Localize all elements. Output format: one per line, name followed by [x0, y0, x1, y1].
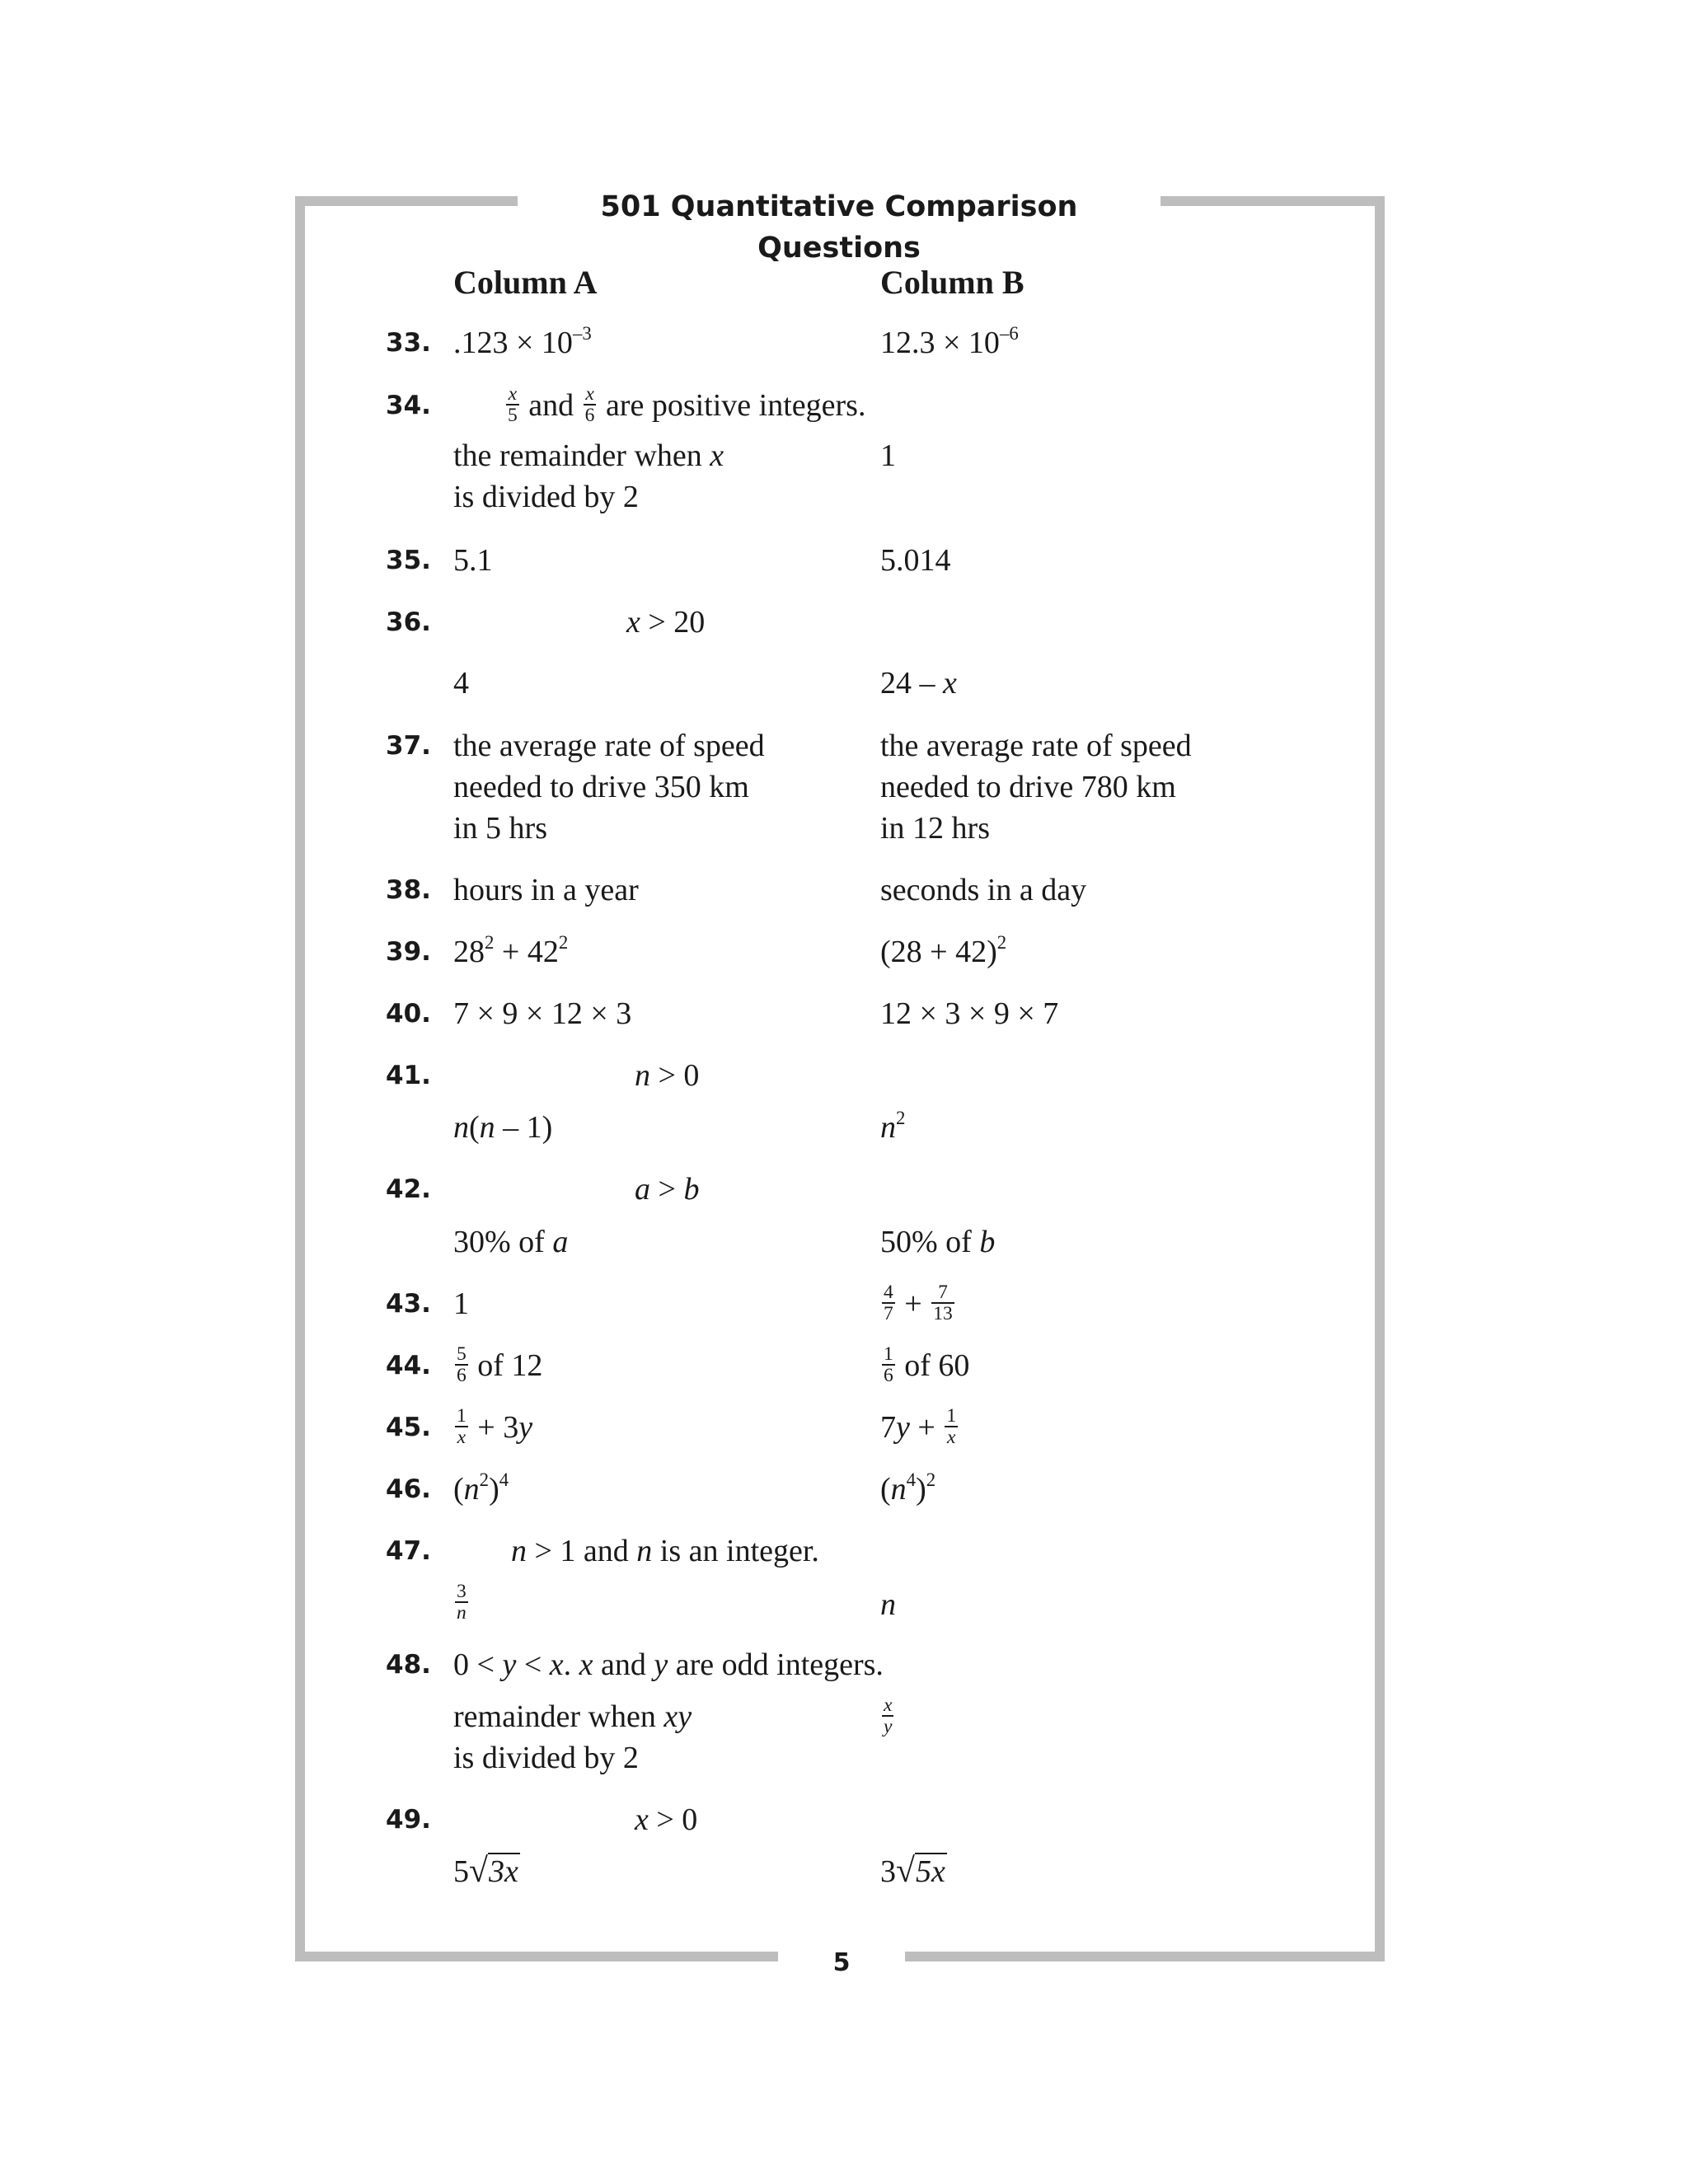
- q34-column-b: 1: [880, 438, 896, 473]
- question-number-37: 37.: [386, 731, 431, 761]
- question-number-35: 35.: [386, 546, 431, 575]
- q49-column-a: 5√3x: [453, 1850, 520, 1892]
- question-number-41: 41.: [386, 1061, 431, 1090]
- question-number-40: 40.: [386, 999, 431, 1029]
- q43-column-b: $\frac{4}{7}$ + $\frac{7}{13}$: [884, 1281, 953, 1325]
- q41-column-a: n(n – 1): [453, 1110, 553, 1145]
- question-number-36: 36.: [386, 607, 431, 637]
- question-number-43: 43.: [386, 1289, 431, 1319]
- q44-column-b: $\frac{1}{6}$ of 60: [884, 1343, 970, 1387]
- q38-column-b: seconds in a day: [880, 873, 1087, 907]
- question-number-48: 48.: [386, 1650, 431, 1680]
- question-number-46: 46.: [386, 1474, 431, 1504]
- page-number: 5: [832, 1948, 851, 1977]
- question-number-33: 33.: [386, 328, 431, 358]
- fraction-3-over-n: $\frac{3}{n}$: [457, 1580, 467, 1624]
- frame-bottom-border-left: [295, 1952, 778, 1961]
- fraction-1-over-6: $\frac{1}{6}$: [884, 1343, 893, 1387]
- q41-condition: n > 0: [635, 1058, 700, 1093]
- fraction-x-over-5: $\frac{x}{5}$: [508, 382, 518, 427]
- q47-column-a: [453, 1582, 470, 1627]
- q46-column-b: $(n^4)^2$: [880, 1469, 936, 1507]
- running-head-title: 501 Quantitative Comparison Questions: [600, 190, 1078, 265]
- q43-column-a: 1: [453, 1286, 469, 1321]
- q37-column-b-line1: the average rate of speed: [880, 729, 1192, 763]
- q39-column-a: $28^2 + 42^2$: [453, 932, 569, 969]
- q42-column-b: 50% of b: [880, 1225, 996, 1259]
- q38-column-a: hours in a year: [453, 873, 639, 907]
- q40-column-b: 12 × 3 × 9 × 7: [880, 996, 1059, 1031]
- q46-column-a: $(n^2)^4$: [453, 1469, 509, 1507]
- q37-column-b-line2: needed to drive 780 km: [880, 770, 1176, 804]
- question-number-38: 38.: [386, 875, 431, 905]
- question-number-45: 45.: [386, 1413, 431, 1442]
- question-number-44: 44.: [386, 1351, 431, 1380]
- frame-left-border: [295, 196, 305, 1961]
- q48-condition: 0 < y < x. x and y are odd integers.: [453, 1647, 884, 1682]
- q33-column-a: $.123 \times 10^{-3}$: [453, 323, 592, 360]
- q34-condition: $\frac{x}{5}$ and $\frac{x}{6}$ are positive integers.: [508, 382, 866, 427]
- question-number-42: 42.: [386, 1174, 431, 1204]
- q48-column-a-line2: is divided by 2: [453, 1741, 639, 1775]
- q37-column-a-line2: needed to drive 350 km: [453, 770, 749, 804]
- square-root-symbol: √5x: [896, 1852, 945, 1890]
- q37-column-b-line3: in 12 hrs: [880, 811, 990, 846]
- fraction-1-over-x: $\frac{1}{x}$: [946, 1404, 957, 1449]
- fraction-7-over-13: $\frac{7}{13}$: [933, 1281, 953, 1325]
- q48-column-a-line1: remainder when xy: [453, 1699, 692, 1734]
- q37-column-a-line3: in 5 hrs: [453, 811, 547, 846]
- q42-condition: a > b: [635, 1172, 700, 1207]
- frame-right-border: [1375, 196, 1385, 1961]
- fraction-1-over-x: $\frac{1}{x}$: [457, 1404, 467, 1449]
- q34-column-a-line1: the remainder when x: [453, 438, 724, 473]
- fraction-x-over-6: $\frac{x}{6}$: [584, 382, 595, 427]
- frame-top-border-right: [1160, 196, 1385, 206]
- q36-condition: x > 20: [626, 605, 706, 640]
- q33-column-b: $12.3 \times 10^{-6}$: [880, 323, 1019, 360]
- question-number-39: 39.: [386, 937, 431, 967]
- square-root-symbol: √3x: [469, 1852, 518, 1890]
- fraction-x-over-y: $\frac{x}{y}$: [884, 1694, 893, 1738]
- q42-column-a: 30% of a: [453, 1225, 569, 1259]
- fraction-4-over-7: $\frac{4}{7}$: [884, 1281, 893, 1325]
- question-number-49: 49.: [386, 1805, 431, 1835]
- q36-column-a: 4: [453, 666, 469, 701]
- q47-condition: n > 1 and n is an integer.: [511, 1534, 819, 1568]
- q45-column-b: 7y + $\frac{1}{x}$: [880, 1404, 957, 1449]
- q35-column-b: 5.014: [880, 543, 951, 578]
- q45-column-a: $\frac{1}{x}$ + 3y: [457, 1404, 533, 1449]
- q37-column-a-line1: the average rate of speed: [453, 729, 765, 763]
- q49-column-b: 3√5x: [880, 1850, 947, 1892]
- fraction-5-over-6: $\frac{5}{6}$: [457, 1343, 467, 1387]
- q41-column-b: $n^2$: [880, 1108, 906, 1145]
- frame-top-border-left: [295, 196, 518, 206]
- frame-bottom-border-right: [905, 1952, 1385, 1961]
- q39-column-b: $(28 + 42)^2$: [880, 932, 1007, 969]
- q44-column-a: $\frac{5}{6}$ of 12: [457, 1343, 543, 1387]
- q49-condition: x > 0: [635, 1802, 698, 1837]
- question-number-34: 34.: [386, 391, 431, 420]
- question-number-47: 47.: [386, 1536, 431, 1566]
- q36-column-b: 24 – x: [880, 666, 957, 701]
- q48-column-b: [880, 1696, 895, 1741]
- q34-column-a-line2: is divided by 2: [453, 480, 639, 514]
- q35-column-a: 5.1: [453, 543, 493, 578]
- q40-column-a: 7 × 9 × 12 × 3: [453, 996, 632, 1031]
- q47-column-b: n: [880, 1587, 896, 1622]
- column-a-heading: Column A: [453, 264, 598, 301]
- column-b-heading: Column B: [880, 264, 1025, 301]
